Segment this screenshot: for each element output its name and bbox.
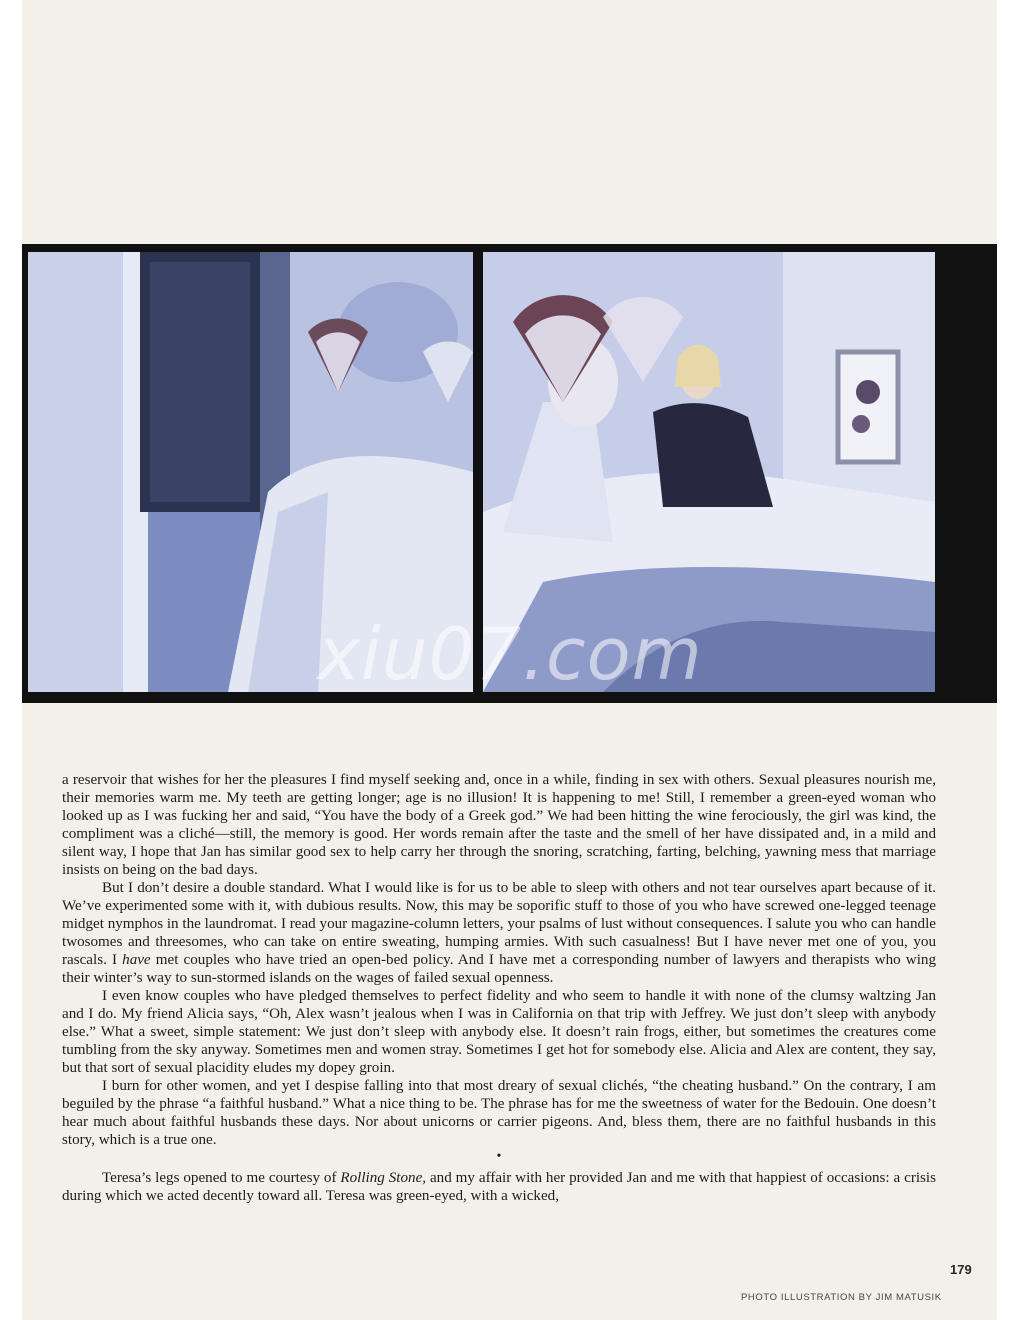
- paragraph-text: But I don’t desire a double standard. What I would like is for us to be able to sleep with others and not tear ourselves apart because of it. We’ve experimented some with it, with dubious results. Now, this may be soporific stuff to those of you who have screwed one-legged teenage midget nymphos in the laundromat. I read your magazine-column letters, your psalms of lust without consequences. I salute you who can handle twosomes and threesomes, who can take on entire sweating, humping armies. With such casualness! But I have never met one of you, you rascals. I: [62, 880, 936, 968]
- article-paragraph: [62, 1169, 936, 1205]
- page-number: 179: [950, 1262, 972, 1277]
- paragraph-text: and my affair with her provided Jan and me with that happiest of occasions: a crisis during which we acted decently toward all. Teresa was green-eyed, with a wicked,: [62, 1170, 936, 1204]
- paragraph-text: I burn for other women, and yet I despise falling into that most dreary of sexual clichés, “the cheating husband.” On the contrary, I am beguiled by the phrase “a faithful husband.” What a nice thing to be. The phrase has for me the sweetness of water for the Bedouin. One doesn’t hear much about faithful husbands these days. Nor about unicorns or carrier pigeons. And, bless them, there are no faithful husbands in this story, which is a true one.: [62, 1078, 936, 1148]
- article-body: [62, 771, 936, 1205]
- italic-text: Rolling Stone,: [340, 1170, 427, 1186]
- article-paragraph: [62, 771, 936, 879]
- italic-text: have: [122, 952, 151, 968]
- paragraph-text: Teresa’s legs opened to me courtesy of: [102, 1170, 341, 1186]
- paragraph-text: met couples who have tried an open-bed policy. And I have met a corresponding number of lawyers and therapists who wing their winter’s way to sun-stormed islands on the wages of failed sexual openness.: [62, 952, 936, 986]
- section-separator: •: [496, 1149, 502, 1164]
- photo-credit: PHOTO ILLUSTRATION BY JIM MATUSIK: [741, 1292, 942, 1303]
- paragraph-text: a reservoir that wishes for her the pleasures I find myself seeking and, once in a while, finding in sex with others. Sexual pleasures nourish me, their memories warm me. My teeth are getting longer; age is no illusion! It is happening to me! Still, I remember a green-eyed woman who looked up as I was fucking her and said, “You have the body of a Greek god.” We had been hitting the wine ferociously, the girl was kind, the compliment was a cliché—still, the memory is good. Her words remain after the taste and the smell of her have dissipated and, in a mild and silent way, I hope that Jan has similar good sex to help carry her through the snoring, scratching, farting, belching, yawning mess that marriage insists on being on the bad days.: [62, 772, 936, 878]
- watermark: xiu07.com: [317, 612, 703, 696]
- paragraph-text: I even know couples who have pledged themselves to perfect fidelity and who seem to handle it with none of the clumsy waltzing Jan and I do. My friend Alicia says, “Oh, Alex wasn’t jealous when I was in California on that trip with Jeffrey. We just don’t sleep with anybody else.” What a sweet, simple statement: We just don’t sleep with anybody else. It doesn’t rain frogs, either, but sometimes the creatures come tumbling from the sky anyway. Sometimes men and women stray. Sometimes I get hot for somebody else. Alicia and Alex are content, they say, but that sort of sexual placidity eludes my dopey groin.: [62, 988, 936, 1076]
- article-paragraph: [62, 987, 936, 1077]
- article-paragraph: [62, 879, 936, 987]
- article-paragraph: [62, 1077, 936, 1149]
